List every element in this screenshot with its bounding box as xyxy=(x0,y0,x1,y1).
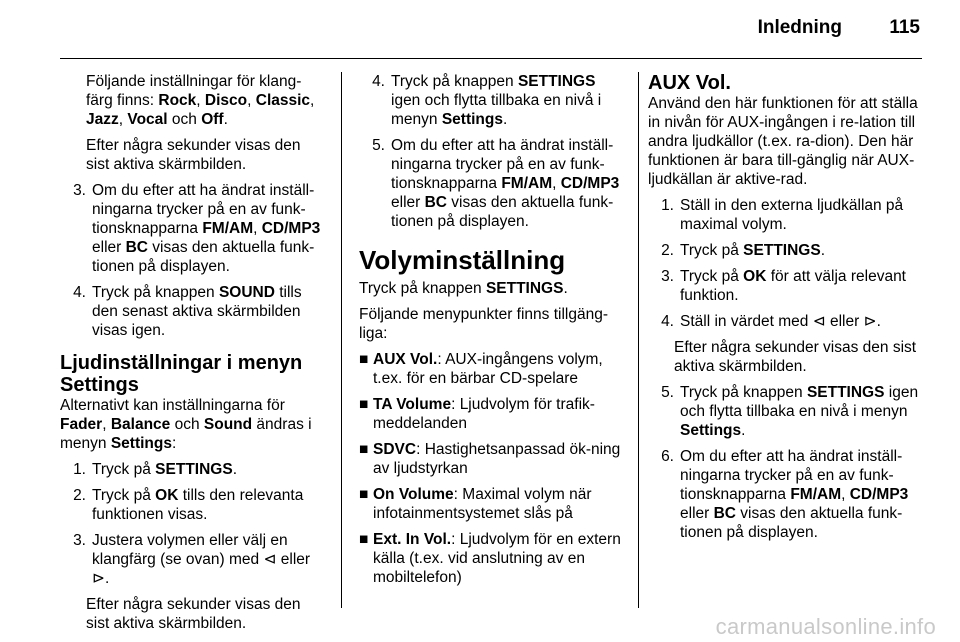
tone-settings-paragraph: Följande inställningar för klang-färg finns: Rock, Disco, Classic, Jazz, Vocal och Off. xyxy=(86,73,315,128)
list-item: 2. Tryck på OK tills den relevanta funktionen visas. xyxy=(73,487,304,523)
watermark: carmanualsonline.info xyxy=(715,614,936,639)
page-number: 115 xyxy=(889,17,920,38)
list-item: 6. Om du efter att ha ändrat inställ-ningarna trycker på en av funk-tionsknapparna FM/AM, CD/MP3 eller BC visas den aktuella funk-tionen på displayen. xyxy=(661,448,909,541)
list-item: 4. Tryck på knappen SETTINGS igen och flytta tillbaka en nivå i menyn Settings. xyxy=(372,73,602,128)
menu-items-list xyxy=(359,350,625,587)
left-arrow-icon: ⊲ xyxy=(263,551,277,568)
note-text: Efter några sekunder visas den sist aktiva skärmbilden. xyxy=(674,339,917,375)
list-item: 1. Tryck på SETTINGS. xyxy=(73,461,237,478)
list-item: 3. Justera volymen eller välj en klangfärg (se ovan) med ⊲ eller ⊳. xyxy=(73,532,311,587)
list-item: 1. Ställ in den externa ljudkällan på maximal volym. xyxy=(661,197,904,233)
column-3 xyxy=(648,72,923,549)
bullet-icon: ■ xyxy=(359,486,369,503)
right-arrow-icon: ⊳ xyxy=(863,313,877,330)
list-item: 2. Tryck på SETTINGS. xyxy=(661,242,825,259)
list-item: 5. Om du efter att ha ändrat inställ-ningarna trycker på en av funk-tionsknapparna FM/AM, CD/MP3 eller BC visas den aktuella funk-tionen på displayen. xyxy=(372,137,620,230)
bullet-icon: ■ xyxy=(359,396,369,413)
list-item: 3. Om du efter att ha ändrat inställ-ningarna trycker på en av funk-tionsknapparna FM/AM, CD/MP3 eller BC visas den aktuella funk-tionen på displayen. xyxy=(73,182,321,275)
list-item: 3. Tryck på OK för att välja relevant funktion. xyxy=(661,268,906,304)
press-paragraph: Tryck på knappen SETTINGS. xyxy=(359,280,568,297)
note-text: Efter några sekunder visas den sist aktiva skärmbilden. xyxy=(86,137,301,173)
bullet-item: ■ On Volume: Maximal volym när infotainmentsystemet slås på xyxy=(359,486,592,522)
bullet-icon: ■ xyxy=(359,531,369,548)
list-item: 5. Tryck på knappen SETTINGS igen och flytta tillbaka en nivå i menyn Settings. xyxy=(661,384,919,439)
bullet-icon: ■ xyxy=(359,351,369,368)
aux-heading: AUX Vol. xyxy=(648,72,731,94)
main-heading: Volyminställning xyxy=(359,245,566,275)
list-item: 4. Ställ in värdet med ⊲ eller ⊳. xyxy=(661,313,881,330)
intro-paragraph: Alternativt kan inställningarna för Fader, Balance och Sound ändras i menyn Settings: xyxy=(60,397,312,452)
column-divider xyxy=(341,72,342,608)
header-rule xyxy=(60,58,922,59)
list-item: 4. Tryck på knappen SOUND tills den senast aktiva skärmbilden visas igen. xyxy=(73,284,302,339)
menu-intro: Följande menypunkter finns tillgäng-liga: xyxy=(359,306,608,342)
note-text: Efter några sekunder visas den sist aktiva skärmbilden. xyxy=(86,596,301,632)
column-2 xyxy=(359,72,625,594)
section-title: Inledning xyxy=(757,17,842,38)
left-arrow-icon: ⊲ xyxy=(812,313,826,330)
bullet-item: ■ SDVC: Hastighetsanpassad ök-ning av ljudstyrkan xyxy=(359,441,621,477)
bullet-item: ■ AUX Vol.: AUX-ingångens volym, t.ex. för en bärbar CD-spelare xyxy=(359,351,603,387)
bullet-icon: ■ xyxy=(359,441,369,458)
right-arrow-icon: ⊳ xyxy=(92,570,105,587)
column-1 xyxy=(60,72,326,640)
bullet-item: ■ TA Volume: Ljudvolym för trafik-meddelanden xyxy=(359,396,595,432)
column-divider xyxy=(638,72,639,608)
bullet-item: ■ Ext. In Vol.: Ljudvolym för en extern källa (t.ex. vid anslutning av en mobiltelefon) xyxy=(359,531,621,586)
page-header xyxy=(0,18,960,46)
subsection-heading: Ljudinställningar i menyn Settings xyxy=(60,352,303,396)
aux-intro: Använd den här funktionen för att ställa in nivån för AUX-ingången i re-lation till andra ljudkällor (t.ex. ra-dion). Den här funktionen är bara till-gänglig när AUX-ljudkällan är aktive-rad. xyxy=(648,95,918,188)
